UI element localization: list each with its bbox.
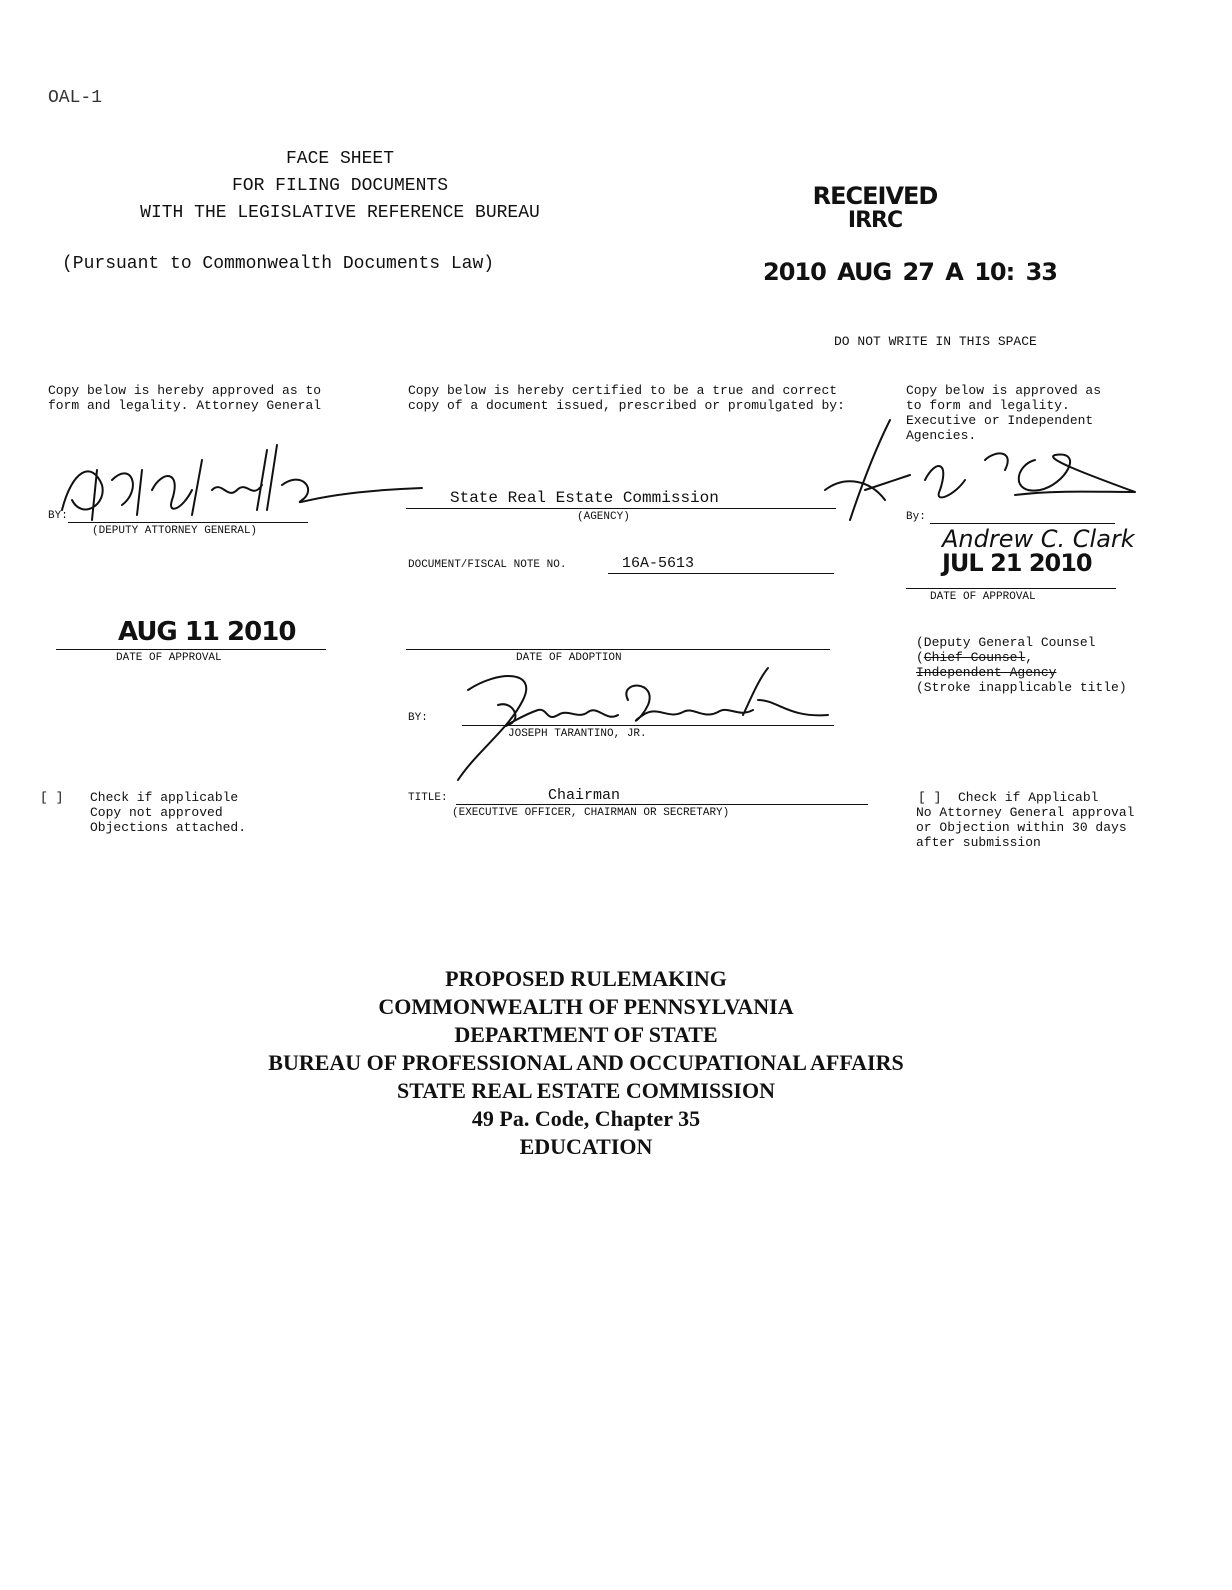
counsel-chief-suffix: , (1025, 650, 1034, 665)
fiscal-note-number: 16A-5613 (622, 555, 695, 572)
counsel-chief: Chief Counsel (923, 650, 1026, 665)
left-intro-line-1: Copy below is hereby approved as to (48, 383, 322, 398)
left-title-caption: (DEPUTY ATTORNEY GENERAL) (92, 525, 258, 537)
received-datetime: 2010 AUG 27 A 10: 33 (763, 258, 1057, 286)
left-check-text (90, 790, 246, 835)
counsel-chief-row: (Chief Counsel, (916, 650, 1034, 665)
right-check-box[interactable]: [ ] (918, 790, 942, 805)
counsel-stroke-note: (Stroke inapplicable title) (916, 680, 1127, 695)
received-label: RECEIVED (812, 182, 938, 210)
form-code: OAL-1 (48, 88, 103, 108)
counsel-title: (Deputy General Counsel (916, 635, 1096, 650)
left-date-caption: DATE OF APPROVAL (116, 652, 222, 664)
left-check-box[interactable]: [ ] (40, 790, 64, 805)
counsel-titles (916, 635, 1127, 695)
left-date-stamp: AUG 11 2010 (118, 617, 296, 647)
middle-by-label: BY: (408, 712, 428, 724)
right-check-line-2: No Attorney General approval (916, 805, 1135, 820)
agency-name: State Real Estate Commission (450, 489, 719, 507)
left-by-label: BY: (48, 510, 68, 522)
counsel-independent: Independent Agency (916, 665, 1057, 680)
header-line-1: FACE SHEET (285, 149, 395, 169)
left-intro-line-2: form and legality. Attorney General (48, 398, 322, 413)
header-line-3: WITH THE LEGISLATIVE REFERENCE BUREAU (140, 203, 540, 223)
received-agency: IRRC (847, 208, 903, 233)
header-block (40, 146, 640, 227)
title-value: Chairman (548, 787, 621, 804)
title-caption: (EXECUTIVE OFFICER, CHAIRMAN OR SECRETARY) (452, 807, 730, 819)
agency-caption: (AGENCY) (577, 511, 630, 523)
pursuant-note: (Pursuant to Commonwealth Documents Law) (62, 254, 495, 274)
right-check-text (916, 790, 1134, 850)
right-check-line-1: Check if Applicabl (958, 790, 1099, 805)
header-line-2: FOR FILING DOCUMENTS (231, 176, 449, 196)
counsel-signature (815, 420, 1145, 530)
title-line-1: PROPOSED RULEMAKING (445, 966, 727, 991)
left-check-line-1: Check if applicable (90, 790, 239, 805)
right-date-stamp: JUL 21 2010 (942, 549, 1092, 577)
right-intro-line-4: Agencies. (906, 428, 977, 443)
handwritten-name: Andrew C. Clark (942, 525, 1135, 553)
left-check-line-2: Copy not approved (90, 805, 223, 820)
right-intro-line-1: Copy below is approved as (906, 383, 1102, 398)
do-not-write-note: DO NOT WRITE IN THIS SPACE (834, 334, 1037, 349)
rulemaking-title-block (0, 965, 1172, 1161)
middle-intro-line-1: Copy below is hereby certified to be a true and correct (408, 383, 838, 398)
left-check-line-3: Objections attached. (90, 820, 247, 835)
right-check-line-4: after submission (916, 835, 1041, 850)
title-line-6: 49 Pa. Code, Chapter 35 (471, 1106, 701, 1131)
right-by-label: By: (906, 511, 926, 523)
left-intro (48, 383, 321, 413)
received-stamp (800, 183, 950, 233)
right-intro-line-3: Executive or Independent (906, 413, 1094, 428)
adoption-caption: DATE OF ADOPTION (516, 652, 622, 664)
middle-intro (408, 383, 845, 413)
title-line-4: BUREAU OF PROFESSIONAL AND OCCUPATIONAL AFFAIRS (268, 1050, 904, 1075)
attorney-signature (52, 430, 432, 530)
right-date-caption: DATE OF APPROVAL (930, 591, 1036, 603)
title-line-7: EDUCATION (519, 1134, 653, 1159)
middle-intro-line-2: copy of a document issued, prescribed or promulgated by: (408, 398, 845, 413)
right-intro-line-2: to form and legality. (906, 398, 1070, 413)
title-label: TITLE: (408, 792, 448, 804)
right-check-line-3: or Objection within 30 days (916, 820, 1127, 835)
title-line-3: DEPARTMENT OF STATE (454, 1022, 718, 1047)
signer-name: JOSEPH TARANTINO, JR. (508, 728, 647, 740)
fiscal-note-label: DOCUMENT/FISCAL NOTE NO. (408, 559, 567, 571)
title-line-2: COMMONWEALTH OF PENNSYLVANIA (378, 994, 794, 1019)
title-line-5: STATE REAL ESTATE COMMISSION (397, 1078, 775, 1103)
